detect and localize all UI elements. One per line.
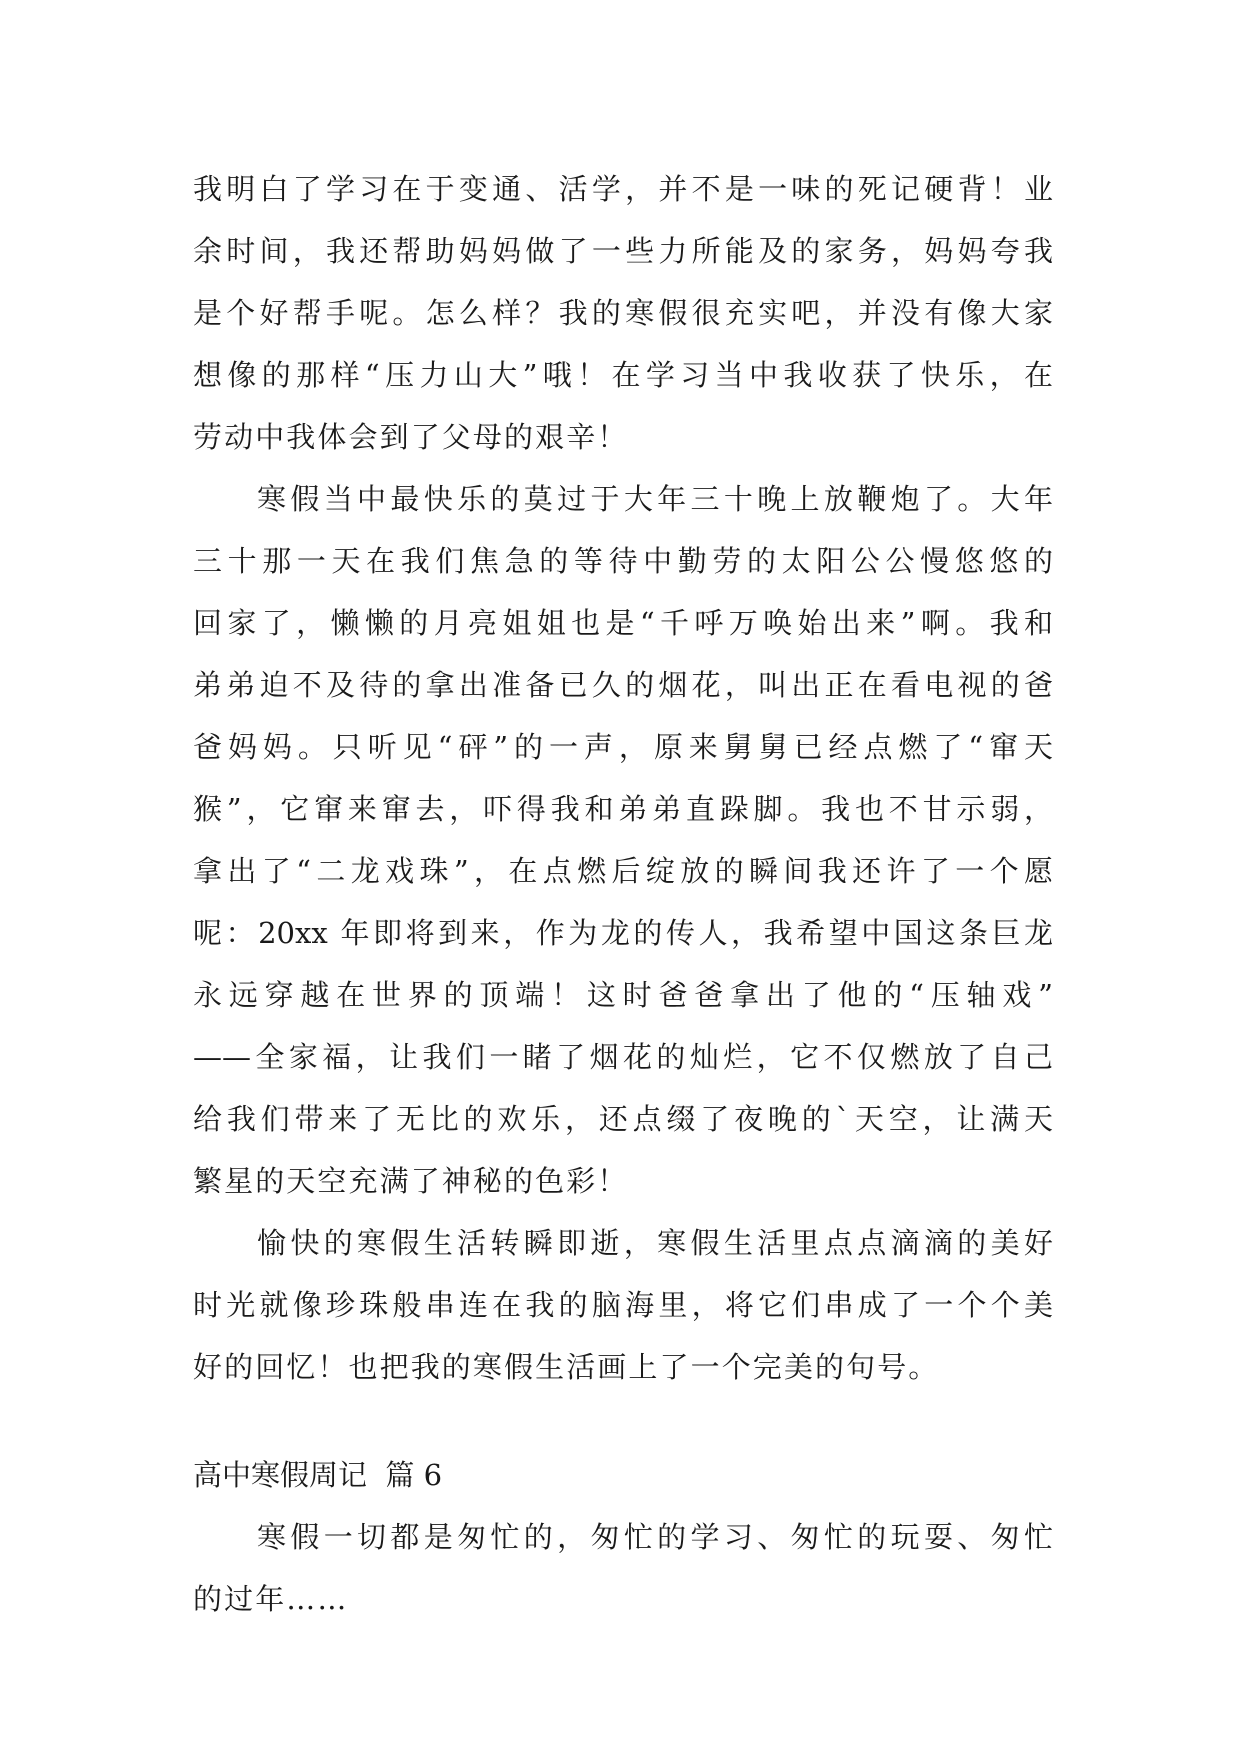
- text-line: 给我们带来了无比的欢乐，还点缀了夜晚的`天空，让满天: [193, 1102, 1053, 1136]
- text-line: 爸妈妈。只听见“砰”的一声，原来舅舅已经点燃了“窜天: [193, 730, 1053, 764]
- paragraph-1: [193, 158, 1053, 468]
- text-line: 想像的那样“压力山大”哦！在学习当中我收获了快乐，在: [193, 358, 1053, 392]
- text-line: 我明白了学习在于变通、活学，并不是一味的死记硬背！业: [193, 172, 1053, 206]
- text-line: 劳动中我体会到了父母的艰辛！: [193, 420, 629, 454]
- text-line: 寒假当中最快乐的莫过于大年三十晚上放鞭炮了。大年: [257, 482, 1053, 516]
- text-line: 猴”，它窜来窜去，吓得我和弟弟直跺脚。我也不甘示弱，: [193, 792, 1053, 826]
- text-line: 时光就像珍珠般串连在我的脑海里，将它们串成了一个个美: [193, 1288, 1053, 1322]
- document-page: [193, 158, 1053, 1630]
- text-line: 回家了，懒懒的月亮姐姐也是“千呼万唤始出来”啊。我和: [193, 606, 1053, 640]
- text-line: 永远穿越在世界的顶端！这时爸爸拿出了他的“压轴戏”: [193, 978, 1053, 1012]
- text-line: 拿出了“二龙戏珠”，在点燃后绽放的瞬间我还许了一个愿: [193, 854, 1053, 888]
- text-line: 三十那一天在我们焦急的等待中勤劳的太阳公公慢悠悠的: [193, 544, 1053, 578]
- text-line: ——全家福，让我们一睹了烟花的灿烂，它不仅燃放了自己: [193, 1040, 1053, 1074]
- text-line: 弟弟迫不及待的拿出准备已久的烟花，叫出正在看电视的爸: [193, 668, 1053, 702]
- text-line: 是个好帮手呢。怎么样？我的寒假很充实吧，并没有像大家: [193, 296, 1053, 330]
- paragraph-4: [193, 1506, 1053, 1630]
- text-line: 余时间，我还帮助妈妈做了一些力所能及的家务，妈妈夸我: [193, 234, 1053, 268]
- text-line: 愉快的寒假生活转瞬即逝，寒假生活里点点滴滴的美好: [257, 1226, 1053, 1260]
- text-line: 呢：20xx 年即将到来，作为龙的传人，我希望中国这条巨龙: [193, 916, 1053, 950]
- text-line: 好的回忆！也把我的寒假生活画上了一个完美的句号。: [193, 1350, 940, 1384]
- text-line: 的过年……: [193, 1582, 349, 1616]
- paragraph-3: [193, 1212, 1053, 1398]
- paragraph-2: [193, 468, 1053, 1212]
- text-line: 寒假一切都是匆忙的，匆忙的学习、匆忙的玩耍、匆忙: [257, 1520, 1053, 1554]
- section-heading: 高中寒假周记 篇 6: [193, 1458, 443, 1492]
- text-line: 繁星的天空充满了神秘的色彩！: [193, 1164, 629, 1198]
